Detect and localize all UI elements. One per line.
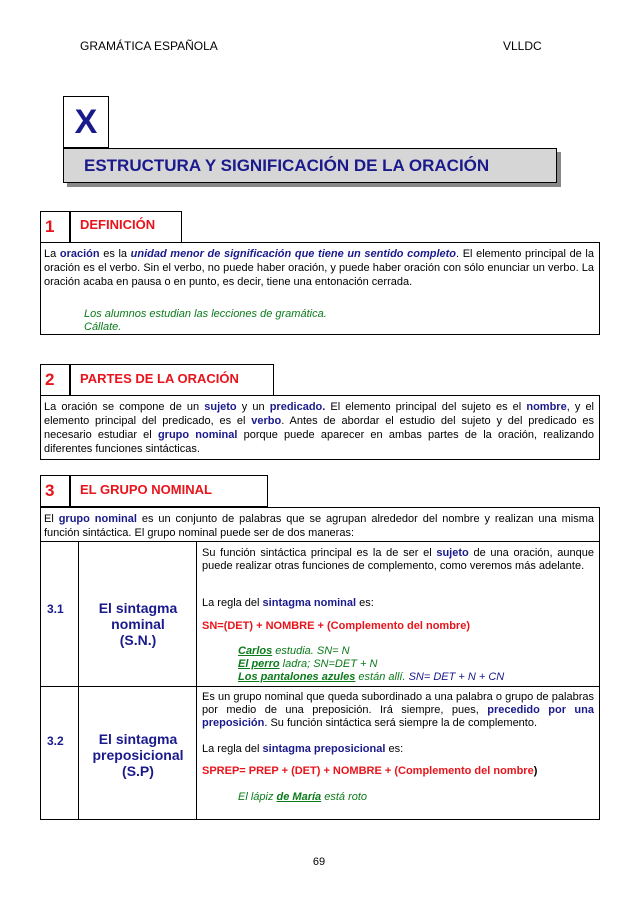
rule-sn: SN=(DET) + NOMBRE + (Complemento del nombre) [202, 620, 470, 632]
example-2: Cállate. [84, 321, 122, 333]
text: es un conjunto de palabras que se agrupan alrededor del nombre y realizan una misma función sintáctica. El grupo nominal puede ser de dos maneras: [44, 513, 594, 539]
name-line: nominal [111, 616, 165, 632]
section-1-number-box [40, 211, 70, 243]
term-verbo: verbo [251, 415, 282, 427]
term-sujeto: sujeto [436, 547, 469, 559]
text: es: [356, 597, 374, 609]
definition-highlight: unidad menor de significación que tiene un sentido completo [130, 248, 457, 260]
text: estudia. SN= N [272, 645, 350, 657]
term-grupo-nominal: grupo nominal [58, 513, 137, 525]
text: El elemento principal del sujeto es el [325, 401, 527, 413]
section-1-body [40, 242, 600, 335]
text: El lápiz [238, 791, 277, 803]
section-2-number-box [40, 364, 70, 396]
row-3-1-desc-cell [196, 541, 600, 687]
section-1-title: DEFINICIÓN [80, 217, 156, 232]
term-grupo-nominal: grupo nominal [157, 429, 238, 441]
section-2-number: 2 [45, 370, 55, 389]
chapter-letter: X [74, 103, 98, 141]
term-sintagma-nominal: sintagma nominal [262, 597, 357, 609]
row-3-2-description [202, 691, 594, 730]
row-3-2-num-cell [40, 686, 80, 820]
rule-paren: ) [533, 765, 538, 777]
text: ladra; SN=DET + N [279, 658, 378, 670]
section-2-title-box [70, 364, 274, 396]
text: . El elemento principal de la oración es el verbo. Sin el verbo, no puede haber oración, y puede haber oración con sólo enunciar un verbo. La oración acaba en pausa o en punto, es decir, tiene una entonación cerrada. [44, 248, 594, 288]
text: El [44, 513, 59, 525]
row-3-1-rule-intro [202, 597, 374, 610]
rule-sprep [202, 765, 537, 778]
example-1: Los alumnos estudian las lecciones de gramática. [84, 308, 327, 320]
text: . Su función sintáctica será siempre la de complemento. [264, 717, 538, 729]
chapter-title: ESTRUCTURA Y SIGNIFICACIÓN DE LA ORACIÓN [84, 156, 490, 175]
section-1-number: 1 [45, 217, 55, 236]
text: La regla del [202, 597, 263, 609]
term-precedido: precedido por una preposición [202, 704, 594, 729]
example-sp-1 [238, 791, 367, 804]
section-3-number: 3 [45, 481, 55, 500]
example-sn-3 [238, 671, 504, 684]
row-3-1-number: 3.1 [47, 602, 64, 616]
chapter-title-box [63, 148, 557, 183]
section-1-title-box [70, 211, 182, 243]
text: SN= DET + N + CN [405, 671, 505, 683]
text: porque puede aparecer en ambas partes de la oración, realizando diferentes funciones sintácticas. [44, 429, 595, 455]
text: es la [99, 248, 131, 260]
example-subject: Los pantalones azules [238, 671, 356, 683]
definition-paragraph [44, 247, 594, 289]
name-line: preposicional [92, 747, 184, 763]
section-3-intro [40, 507, 600, 543]
text: es: [385, 743, 404, 755]
term-sujeto: sujeto [204, 401, 237, 413]
row-3-2-name-cell [78, 686, 198, 820]
text: están allí. [355, 671, 406, 683]
text: de una oración, aunque puede realizar otras funciones de complemento, como veremos más adelante. [202, 547, 594, 572]
example-complement: de María [276, 791, 322, 803]
example-subject: Carlos [238, 645, 273, 657]
running-header-left: GRAMÁTICA ESPAÑOLA [80, 39, 218, 53]
running-header-right: VLLDC [503, 39, 542, 53]
name-line: (S.P) [122, 763, 154, 779]
name-line: El sintagma [98, 600, 178, 616]
sintagma-table [40, 541, 600, 821]
name-line: El sintagma [98, 731, 178, 747]
term-oracion: oración [59, 248, 100, 260]
section-3-title-box [70, 475, 268, 507]
row-3-2-rule-intro [202, 743, 403, 756]
row-3-1-name [79, 600, 197, 648]
section-3-number-box [40, 475, 70, 507]
example-sn-2 [238, 658, 377, 671]
grupo-nominal-paragraph [44, 512, 594, 540]
section-3-title: EL GRUPO NOMINAL [80, 482, 212, 497]
text: . Antes de abordar el estudio del sujeto y del predicado es necesario estudiar el [44, 415, 594, 441]
term-sintagma-preposicional: sintagma preposicional [262, 743, 386, 755]
text: Su función sintáctica principal es la de ser el [202, 547, 437, 559]
example-subject: El perro [238, 658, 280, 670]
row-3-2-name [79, 731, 197, 779]
rule-text: SPREP= PREP + (DET) + NOMBRE + (Complemento del nombre [202, 765, 534, 777]
text: está roto [321, 791, 368, 803]
page-number: 69 [312, 856, 326, 868]
section-2-title: PARTES DE LA ORACIÓN [80, 371, 239, 386]
row-3-1-description [202, 547, 594, 573]
section-2-body [40, 395, 600, 460]
chapter-letter-box [63, 96, 109, 148]
row-3-1-num-cell [40, 541, 80, 687]
text: , y el elemento principal del predicado, es el [44, 401, 595, 427]
name-line: (S.N.) [119, 632, 157, 648]
text: La regla del [202, 743, 263, 755]
text: y un [236, 401, 270, 413]
parts-paragraph [44, 400, 594, 456]
row-3-1-name-cell [78, 541, 198, 687]
text: La oración se compone de un [44, 401, 205, 413]
term-nombre: nombre [526, 401, 567, 413]
text: Es un grupo nominal que queda subordinado a una palabra o grupo de palabras por medio de una preposición. Irá siempre, pues, [202, 691, 594, 716]
row-3-2-desc-cell [196, 686, 600, 820]
row-3-2-number: 3.2 [47, 734, 64, 748]
term-predicado: predicado. [269, 401, 326, 413]
example-sn-1 [238, 645, 350, 658]
text: La [44, 248, 60, 260]
